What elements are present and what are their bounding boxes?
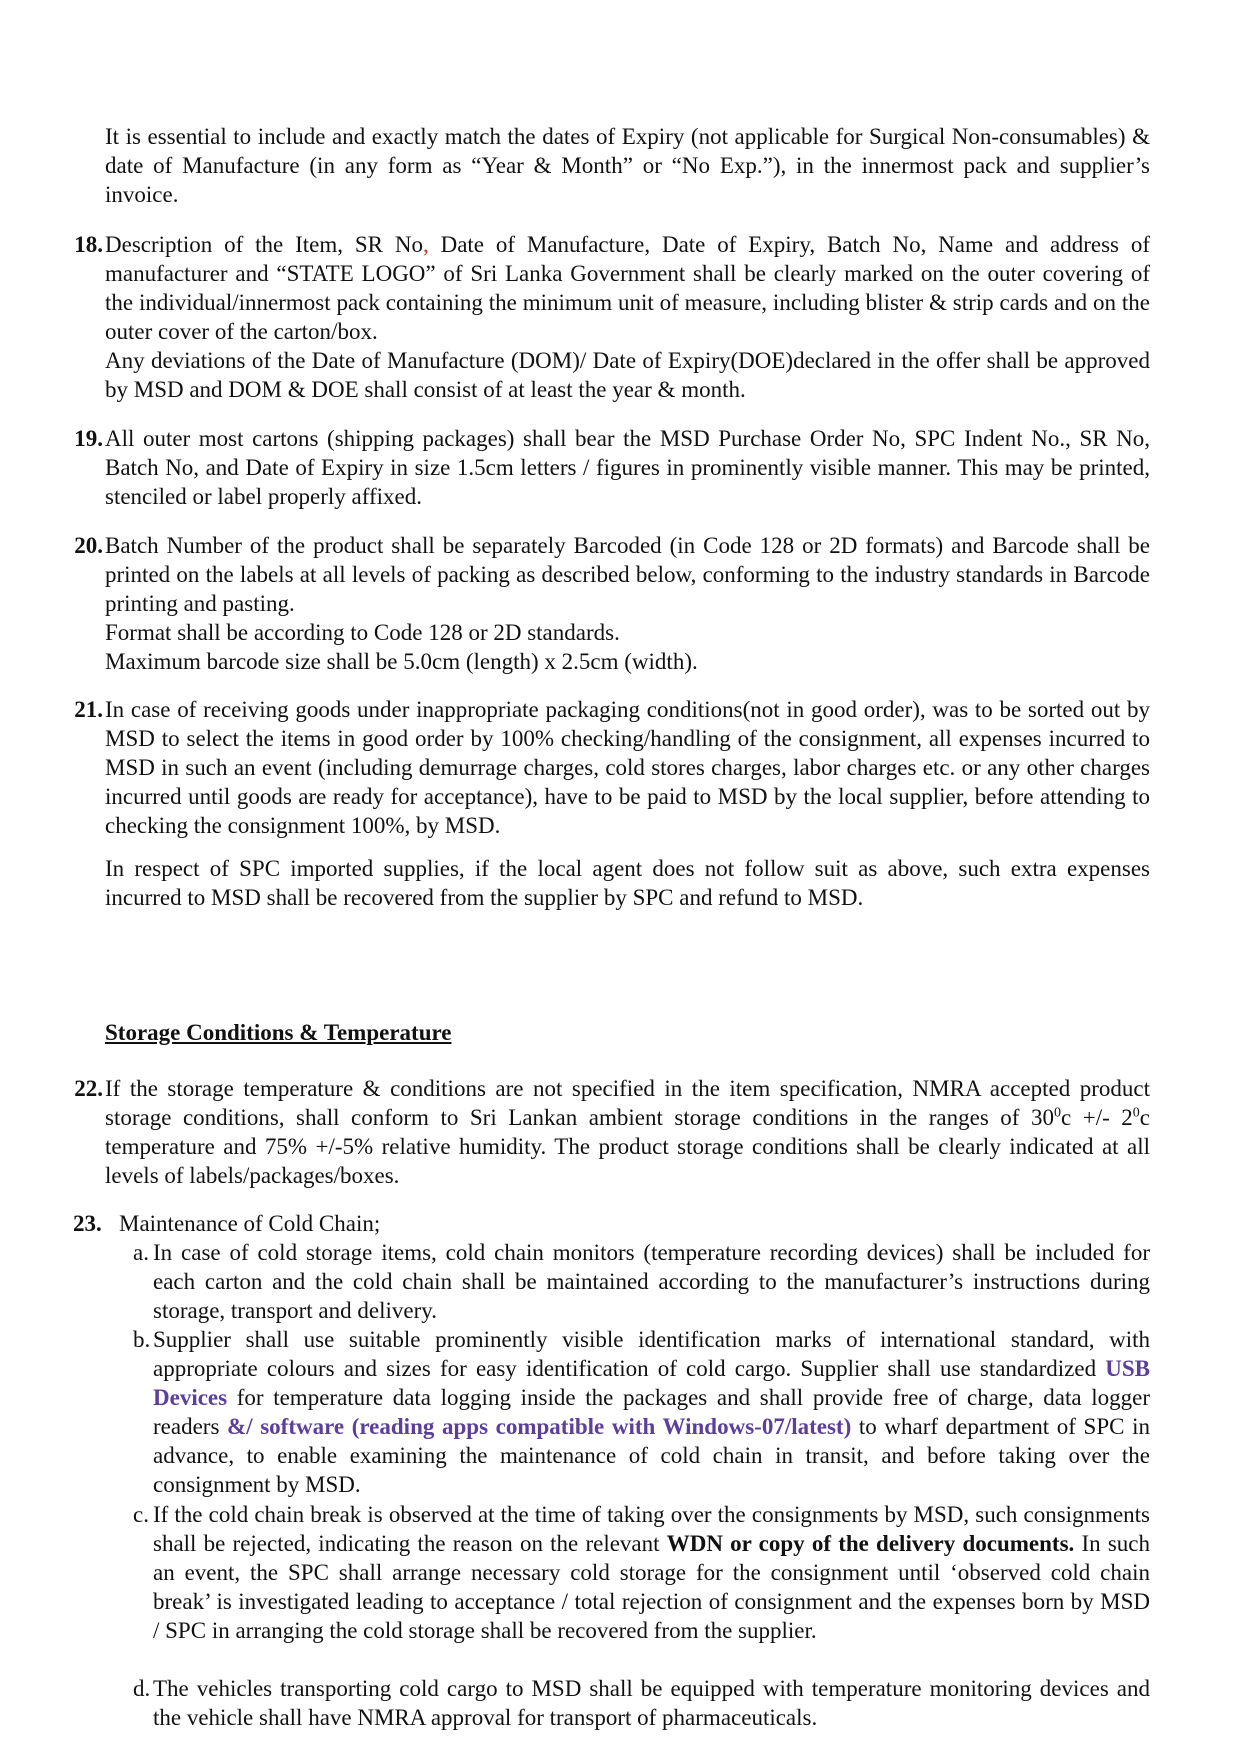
clause-19-text: All outer most cartons (shipping packages) shall bear the MSD Purchase Order No, SPC Indent No., SR No, Batch No, and Date of Expiry in size 1.5cm letters / figures in prominently visible manner. This may be printed, stenciled or label properly affixed. bbox=[105, 426, 1150, 509]
clause-number: 21. bbox=[74, 697, 103, 722]
clause-20-text-2: Format shall be according to Code 128 or 2D standards. bbox=[105, 620, 620, 645]
clause-19 bbox=[55, 424, 1150, 511]
clause-23-d-text: The vehicles transporting cold cargo to MSD shall be equipped with temperature monitoring devices and the vehicle shall have NMRA approval for transport of pharmaceuticals. bbox=[153, 1676, 1150, 1730]
clause-21-text-1: In case of receiving goods under inappropriate packaging conditions(not in good order), was to be sorted out by MSD to select the items in good order by 100% checking/handling of the consignment, all expenses incurred to MSD in such an event (including demurrage charges, cold stores charges, labor charges etc. or any other charges incurred until goods are ready for acceptance), have to be paid to MSD by the local supplier, before attending to checking the consignment 100%, by MSD. bbox=[105, 697, 1150, 838]
clause-20-text-3: Maximum barcode size shall be 5.0cm (length) x 2.5cm (width). bbox=[105, 649, 698, 674]
section-heading: Storage Conditions & Temperature bbox=[105, 1020, 452, 1045]
clause-18-text-2: Any deviations of the Date of Manufacture (DOM)/ Date of Expiry(DOE)declared in the offer shall be approved by MSD and DOM & DOE shall consist of at least the year & month. bbox=[105, 348, 1150, 402]
clause-number: 19. bbox=[74, 426, 103, 451]
clause-23-title: Maintenance of Cold Chain; bbox=[119, 1211, 381, 1236]
sub-letter: b. bbox=[133, 1327, 151, 1352]
sub-letter: d. bbox=[133, 1676, 151, 1701]
highlight-usb-devices: USB Devices bbox=[153, 1356, 1150, 1410]
intro-paragraph: It is essential to include and exactly match the dates of Expiry (not applicable for Surgical Non-consumables) & date of Manufacture (in any form as “Year & Month” or “No Exp.”), in the innermost pack and supplier’s invoice. bbox=[105, 124, 1150, 207]
highlight-software: &/ software (reading apps compatible with Windows-07/latest) bbox=[227, 1414, 852, 1439]
clause-21 bbox=[55, 695, 1150, 912]
clause-number: 18. bbox=[74, 232, 103, 257]
clause-23-b-text: Supplier shall use suitable prominently visible identification marks of international standard, with appropriate colours and sizes for easy identification of cold cargo. Supplier shall use standardized USB Devices for temperature data logging inside the packages and shall provide free of charge, data logger readers &/ software (reading apps compatible with Windows-07/latest) to wharf department of SPC in advance, to enable examining the maintenance of cold chain in transit, and before taking over the consignment by MSD. bbox=[153, 1327, 1150, 1497]
clause-23-c bbox=[133, 1500, 1150, 1645]
bold-wdn: WDN or copy of the delivery documents. bbox=[666, 1531, 1075, 1556]
clause-23-a bbox=[133, 1238, 1150, 1325]
clause-number: 20. bbox=[74, 533, 103, 558]
clause-20 bbox=[55, 531, 1150, 676]
clause-23-b bbox=[133, 1325, 1150, 1499]
clause-number: 22. bbox=[74, 1076, 103, 1101]
clause-number: 23. bbox=[73, 1211, 102, 1236]
clause-23-d bbox=[133, 1674, 1150, 1732]
clause-18-text-1: Description of the Item, SR No, Date of Manufacture, Date of Expiry, Batch No, Name and address of manufacturer and “STATE LOGO” of Sri Lanka Government shall be clearly marked on the outer covering of the individual/innermost pack containing the minimum unit of measure, including blister & strip cards and on the outer cover of the carton/box. bbox=[105, 232, 1150, 344]
sub-letter: c. bbox=[133, 1502, 149, 1527]
clause-18 bbox=[55, 230, 1150, 404]
clause-21-text-2: In respect of SPC imported supplies, if the local agent does not follow suit as above, such extra expenses incurred to MSD shall be recovered from the supplier by SPC and refund to MSD. bbox=[105, 856, 1150, 910]
clause-23-a-text: In case of cold storage items, cold chain monitors (temperature recording devices) shall be included for each carton and the cold chain shall be maintained according to the manufacturer’s instructions during storage, transport and delivery. bbox=[153, 1240, 1150, 1323]
clause-23-c-text: If the cold chain break is observed at the time of taking over the consignments by MSD, such consignments shall be rejected, indicating the reason on the relevant WDN or copy of the delivery documents. In such an event, the SPC shall arrange necessary cold storage for the consignment until ‘observed cold chain break’ is investigated leading to acceptance / total rejection of consignment and the expenses born by MSD / SPC in arranging the cold storage shall be recovered from the supplier. bbox=[153, 1502, 1150, 1643]
clause-22 bbox=[55, 1074, 1150, 1190]
clause-22-text: If the storage temperature & conditions are not specified in the item specification, NMRA accepted product storage conditions, shall conform to Sri Lankan ambient storage conditions in the ranges of $30^0c$ +/- $2^0c$ temperature and 75% +/-5% relative humidity. The product storage conditions shall be clearly indicated at all levels of labels/packages/boxes. bbox=[105, 1076, 1150, 1188]
clause-20-text-1: Batch Number of the product shall be separately Barcoded (in Code 128 or 2D formats) and Barcode shall be printed on the labels at all levels of packing as described below, conforming to the industry standards in Barcode printing and pasting. bbox=[105, 533, 1150, 616]
sub-letter: a. bbox=[133, 1240, 149, 1265]
